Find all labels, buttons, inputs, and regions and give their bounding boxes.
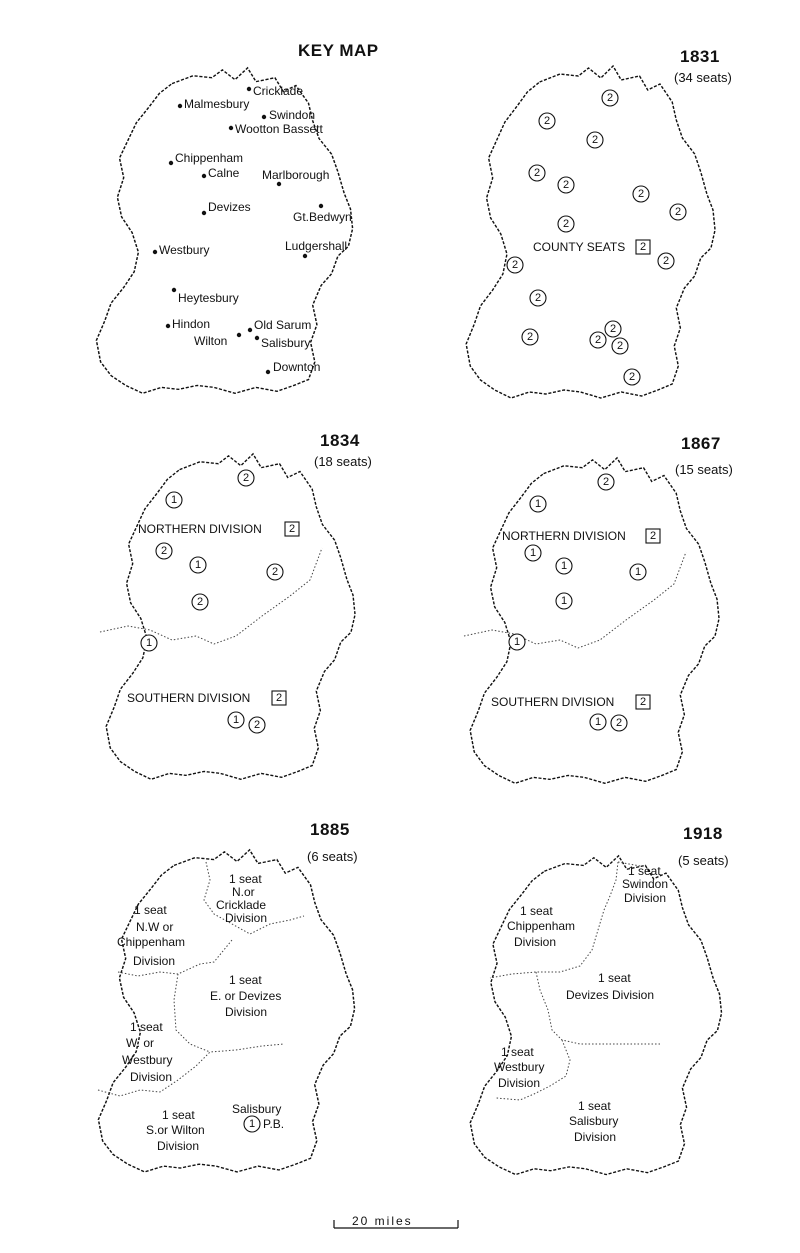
seat-marker bbox=[558, 177, 574, 193]
svg-text:2: 2 bbox=[639, 696, 647, 708]
map-1831 bbox=[466, 47, 732, 398]
svg-text:2: 2 bbox=[674, 206, 682, 218]
seat-marker bbox=[611, 715, 627, 731]
seat-marker bbox=[590, 332, 606, 348]
seat-marker bbox=[556, 593, 572, 609]
svg-text:2: 2 bbox=[533, 167, 541, 179]
division-wilton-1885 bbox=[146, 1108, 205, 1153]
town-label: Gt.Bedwyn bbox=[293, 210, 352, 224]
seat-marker bbox=[192, 594, 208, 610]
map-1867 bbox=[464, 434, 733, 783]
svg-text:2: 2 bbox=[662, 255, 670, 267]
label-line: Division bbox=[225, 1005, 268, 1019]
label-line: N.W or bbox=[136, 920, 174, 934]
division-boundary-1834 bbox=[100, 548, 322, 644]
town-label: Salisbury bbox=[261, 336, 311, 350]
label-line: Salisbury bbox=[569, 1114, 619, 1128]
svg-text:2: 2 bbox=[606, 92, 614, 104]
svg-text:2: 2 bbox=[253, 719, 261, 731]
town-label: Devizes bbox=[208, 200, 251, 214]
svg-text:2: 2 bbox=[196, 596, 204, 608]
outline-1831 bbox=[466, 66, 715, 398]
northern-division-label: NORTHERN DIVISION bbox=[502, 529, 626, 543]
seat-marker bbox=[670, 204, 686, 220]
seat-marker bbox=[267, 564, 283, 580]
town-label: Swindon bbox=[269, 108, 316, 122]
seat-marker bbox=[190, 557, 206, 573]
label-line: 1 seat bbox=[134, 903, 167, 917]
label-line: 1 seat bbox=[520, 904, 553, 918]
key-map-towns bbox=[153, 84, 352, 374]
key-map-title: KEY MAP bbox=[298, 41, 379, 60]
seats-1885: (6 seats) bbox=[307, 849, 358, 864]
division-devizes-1918 bbox=[566, 971, 654, 1002]
scale-bar bbox=[334, 1214, 458, 1228]
southern-division-label: SOUTHERN DIVISION bbox=[491, 695, 615, 709]
svg-text:2: 2 bbox=[160, 545, 168, 557]
southern-seats-box bbox=[636, 695, 650, 709]
seat-marker bbox=[141, 635, 157, 651]
label-line: Salisbury bbox=[232, 1102, 282, 1116]
label-line: Devizes Division bbox=[566, 988, 655, 1002]
town-label: Malmesbury bbox=[184, 97, 250, 111]
map-1918 bbox=[470, 824, 728, 1175]
seat-marker bbox=[530, 290, 546, 306]
division-swindon-1918 bbox=[622, 864, 668, 905]
seat-marker bbox=[529, 165, 545, 181]
label-line: 1 seat bbox=[229, 973, 262, 987]
svg-text:1: 1 bbox=[232, 714, 240, 726]
label-line: Division bbox=[157, 1139, 200, 1153]
town-label: Heytesbury bbox=[178, 291, 239, 305]
northern-division-label: NORTHERN DIVISION bbox=[138, 522, 262, 536]
year-1885: 1885 bbox=[310, 820, 350, 839]
seat-marker bbox=[590, 714, 606, 730]
label-line: Division bbox=[133, 954, 176, 968]
label-line: Swindon bbox=[622, 877, 669, 891]
svg-text:2: 2 bbox=[609, 323, 617, 335]
label-line: Cricklade bbox=[216, 898, 267, 912]
town-label: Wilton bbox=[194, 334, 228, 348]
county-seats-box bbox=[636, 240, 650, 254]
label-line: 1 seat bbox=[501, 1045, 534, 1059]
division-chippenham-1918 bbox=[507, 904, 575, 949]
year-1867: 1867 bbox=[681, 434, 721, 453]
town-label: Wootton Bassett bbox=[235, 122, 323, 136]
svg-text:1: 1 bbox=[534, 498, 542, 510]
year-1834: 1834 bbox=[320, 431, 360, 450]
svg-text:2: 2 bbox=[543, 115, 551, 127]
seat-marker bbox=[624, 369, 640, 385]
label-line: P.B. bbox=[263, 1117, 285, 1131]
seats-1918: (5 seats) bbox=[678, 853, 729, 868]
seat-marker bbox=[507, 257, 523, 273]
label-line: 1 seat bbox=[628, 864, 661, 878]
seats-1834: (18 seats) bbox=[314, 454, 372, 469]
svg-text:1: 1 bbox=[194, 559, 202, 571]
svg-text:2: 2 bbox=[275, 692, 283, 704]
svg-text:2: 2 bbox=[562, 218, 570, 230]
map-1885 bbox=[98, 820, 358, 1172]
division-devizes-1885 bbox=[210, 973, 281, 1019]
seat-marker bbox=[156, 543, 172, 559]
label-line: 1 seat bbox=[229, 872, 262, 886]
outline-1834 bbox=[106, 454, 355, 779]
svg-text:2: 2 bbox=[615, 717, 623, 729]
svg-text:2: 2 bbox=[511, 259, 519, 271]
label-line: 1 seat bbox=[598, 971, 631, 985]
svg-text:2: 2 bbox=[562, 179, 570, 191]
svg-text:2: 2 bbox=[288, 523, 296, 535]
map-1834 bbox=[100, 431, 372, 779]
town-label: Marlborough bbox=[262, 168, 330, 182]
seat-marker bbox=[525, 545, 541, 561]
seat-marker bbox=[530, 496, 546, 512]
town-label: Downton bbox=[273, 360, 321, 374]
label-line: 1 seat bbox=[130, 1020, 163, 1034]
division-chippenham-1885 bbox=[117, 903, 185, 968]
svg-text:2: 2 bbox=[602, 476, 610, 488]
northern-seats-box bbox=[285, 522, 299, 536]
year-1918: 1918 bbox=[683, 824, 723, 843]
town-label: Cricklade bbox=[253, 84, 304, 98]
label-line: Division bbox=[514, 935, 557, 949]
svg-text:2: 2 bbox=[616, 340, 624, 352]
label-line: 1 seat bbox=[162, 1108, 195, 1122]
town-label: Chippenham bbox=[175, 151, 244, 165]
label-line: Westbury bbox=[494, 1060, 545, 1074]
svg-text:2: 2 bbox=[591, 134, 599, 146]
label-line: 1 seat bbox=[578, 1099, 611, 1113]
outline-1867 bbox=[470, 458, 719, 783]
seat-marker bbox=[509, 634, 525, 650]
svg-text:2: 2 bbox=[242, 472, 250, 484]
seat-marker bbox=[249, 717, 265, 733]
svg-text:2: 2 bbox=[637, 188, 645, 200]
seats-1867: (15 seats) bbox=[675, 462, 733, 477]
svg-text:1: 1 bbox=[170, 494, 178, 506]
svg-text:1: 1 bbox=[560, 560, 568, 572]
southern-seats-box bbox=[272, 691, 286, 705]
seat-marker bbox=[605, 321, 621, 337]
year-1831: 1831 bbox=[680, 47, 720, 66]
svg-text:2: 2 bbox=[526, 331, 534, 343]
svg-text:1: 1 bbox=[145, 637, 153, 649]
seat-marker bbox=[558, 216, 574, 232]
scale-label: 20 miles bbox=[352, 1214, 413, 1228]
label-line: N.or bbox=[232, 885, 255, 899]
seat-marker bbox=[522, 329, 538, 345]
label-line: Division bbox=[498, 1076, 541, 1090]
svg-text:2: 2 bbox=[271, 566, 279, 578]
svg-text:1: 1 bbox=[634, 566, 642, 578]
key-map bbox=[96, 41, 378, 393]
svg-text:1: 1 bbox=[560, 595, 568, 607]
seat-marker bbox=[602, 90, 618, 106]
label-line: W. or bbox=[126, 1036, 155, 1050]
seats-1831: (34 seats) bbox=[674, 70, 732, 85]
svg-text:2: 2 bbox=[639, 241, 647, 253]
seat-marker bbox=[598, 474, 614, 490]
county-seats-label: COUNTY SEATS bbox=[533, 240, 626, 254]
seat-marker bbox=[587, 132, 603, 148]
town-label: Ludgershall bbox=[285, 239, 348, 253]
seat-marker bbox=[166, 492, 182, 508]
town-label: Westbury bbox=[159, 243, 210, 257]
svg-text:1: 1 bbox=[513, 636, 521, 648]
label-line: Division bbox=[225, 911, 268, 925]
northern-seats-box bbox=[646, 529, 660, 543]
division-westbury-1918 bbox=[494, 1045, 544, 1090]
division-salisbury-1918 bbox=[569, 1099, 618, 1144]
town-label: Old Sarum bbox=[254, 318, 312, 332]
label-line: Chippenham bbox=[507, 919, 576, 933]
svg-text:2: 2 bbox=[594, 334, 602, 346]
salisbury-borough-1885 bbox=[232, 1102, 284, 1132]
town-label: Hindon bbox=[172, 317, 211, 331]
label-line: Division bbox=[624, 891, 667, 905]
division-cricklade-1885 bbox=[216, 872, 267, 925]
seat-marker bbox=[228, 712, 244, 728]
southern-division-label: SOUTHERN DIVISION bbox=[127, 691, 251, 705]
division-westbury-1885 bbox=[122, 1020, 172, 1084]
svg-text:1: 1 bbox=[248, 1118, 256, 1130]
seat-marker bbox=[658, 253, 674, 269]
seat-marker bbox=[630, 564, 646, 580]
borough-seats-1831 bbox=[507, 90, 686, 385]
svg-text:1: 1 bbox=[529, 547, 537, 559]
seat-marker bbox=[539, 113, 555, 129]
label-line: Chippenham bbox=[117, 935, 186, 949]
svg-text:1: 1 bbox=[594, 716, 602, 728]
town-label: Calne bbox=[208, 166, 240, 180]
label-line: Westbury bbox=[122, 1053, 173, 1067]
label-line: Division bbox=[574, 1130, 617, 1144]
seat-marker bbox=[238, 470, 254, 486]
svg-text:2: 2 bbox=[534, 292, 542, 304]
label-line: Division bbox=[130, 1070, 173, 1084]
seat-marker bbox=[556, 558, 572, 574]
svg-text:2: 2 bbox=[649, 530, 657, 542]
label-line: E. or Devizes bbox=[210, 989, 282, 1003]
seat-marker bbox=[612, 338, 628, 354]
seat-marker bbox=[633, 186, 649, 202]
svg-text:2: 2 bbox=[628, 371, 636, 383]
label-line: S.or Wilton bbox=[146, 1123, 205, 1137]
division-boundary-1867 bbox=[464, 552, 686, 648]
